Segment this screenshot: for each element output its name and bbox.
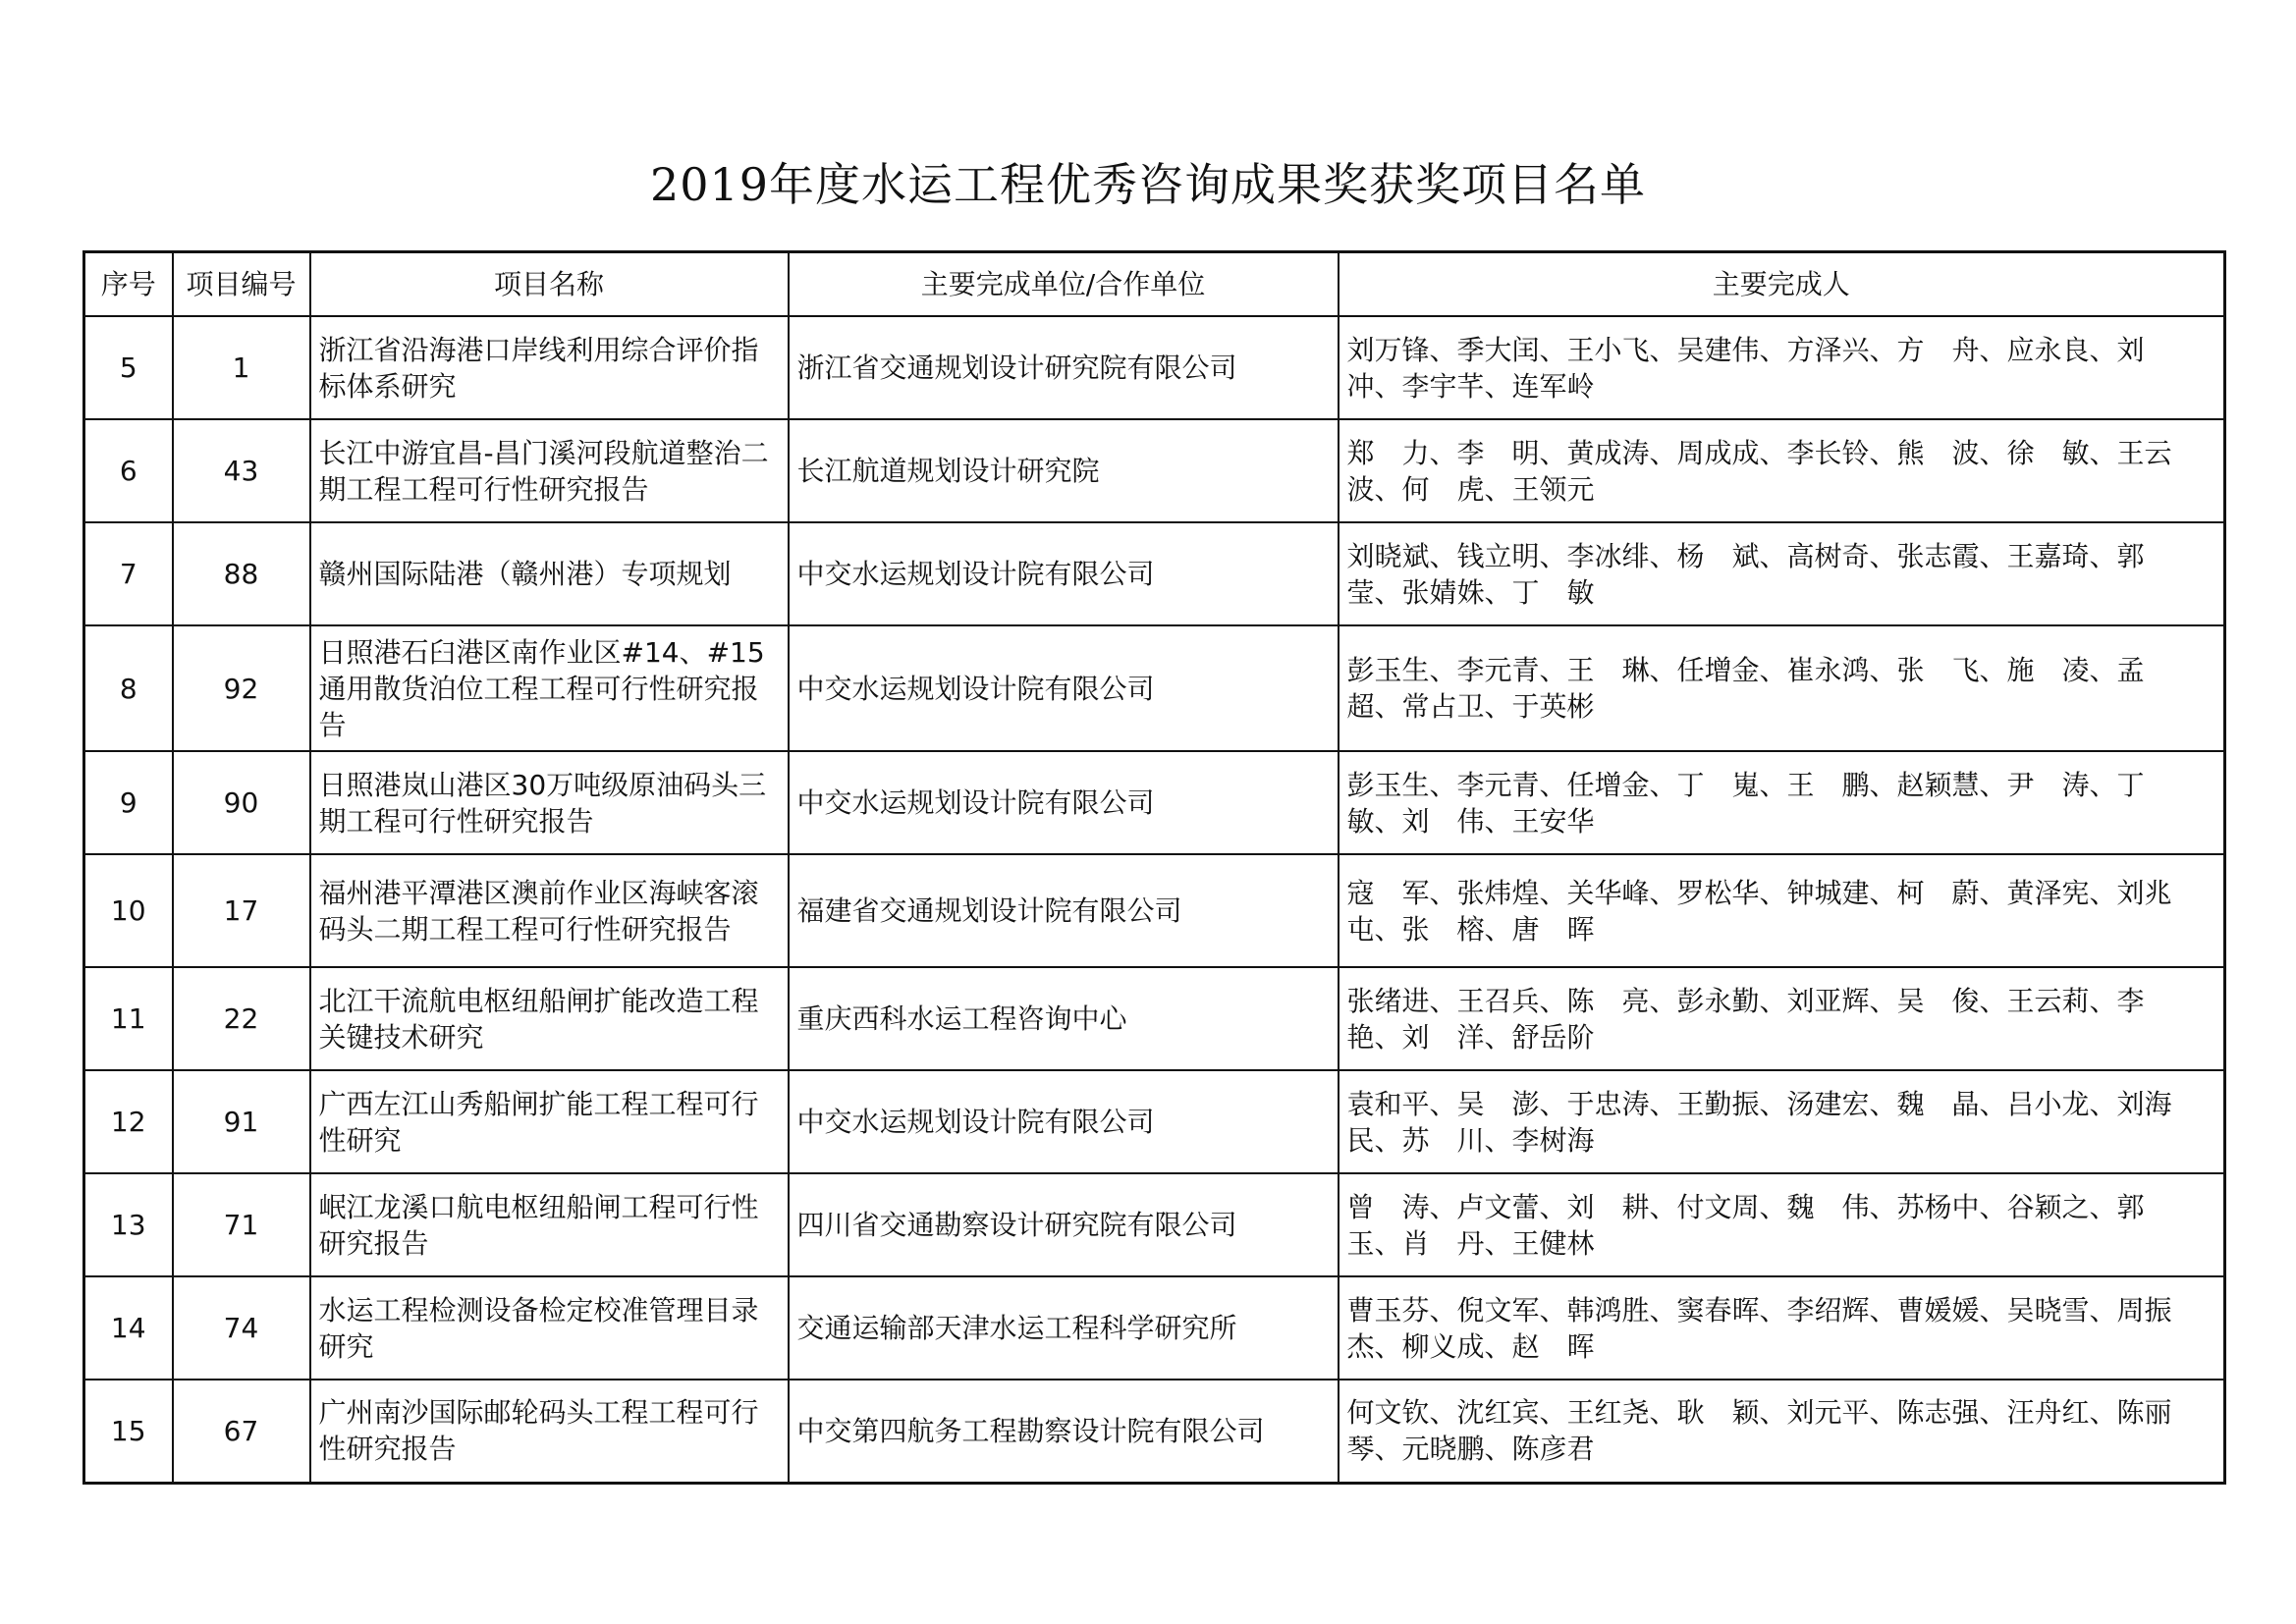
- cell-code: 74: [173, 1276, 310, 1380]
- cell-unit: 四川省交通勘察设计研究院有限公司: [789, 1173, 1339, 1276]
- cell-project-name: 长江中游宜昌-昌门溪河段航道整治二期工程工程可行性研究报告: [310, 419, 789, 522]
- cell-seq: 13: [84, 1173, 173, 1276]
- cell-people: 彭玉生、李元青、任增金、丁 嵬、王 鹏、赵颖慧、尹 涛、丁 敏、刘 伟、王安华: [1339, 751, 2225, 854]
- cell-code: 90: [173, 751, 310, 854]
- cell-people: 寇 军、张炜煌、关华峰、罗松华、钟城建、柯 蔚、黄泽宪、刘兆屯、张 榕、唐 晖: [1339, 854, 2225, 967]
- document-title: 2019年度水运工程优秀咨询成果奖获奖项目名单: [649, 158, 1647, 211]
- header-people: 主要完成人: [1339, 252, 2225, 317]
- cell-project-name: 日照港石臼港区南作业区#14、#15通用散货泊位工程工程可行性研究报告: [310, 625, 789, 751]
- cell-unit: 中交水运规划设计院有限公司: [789, 1070, 1339, 1173]
- cell-unit: 浙江省交通规划设计研究院有限公司: [789, 316, 1339, 419]
- cell-people: 何文钦、沈红宾、王红尧、耿 颖、刘元平、陈志强、汪舟红、陈丽琴、元晓鹏、陈彦君: [1339, 1380, 2225, 1483]
- cell-code: 88: [173, 522, 310, 625]
- table-row: [84, 625, 2225, 751]
- cell-code: 1: [173, 316, 310, 419]
- cell-seq: 14: [84, 1276, 173, 1380]
- cell-code: 22: [173, 967, 310, 1070]
- table-row: [84, 1070, 2225, 1173]
- cell-project-name: 北江干流航电枢纽船闸扩能改造工程关键技术研究: [310, 967, 789, 1070]
- table-row: [84, 1276, 2225, 1380]
- cell-unit: 长江航道规划设计研究院: [789, 419, 1339, 522]
- cell-project-name: 日照港岚山港区30万吨级原油码头三期工程可行性研究报告: [310, 751, 789, 854]
- cell-people: 袁和平、吴 澎、于忠涛、王勤振、汤建宏、魏 晶、吕小龙、刘海民、苏 川、李树海: [1339, 1070, 2225, 1173]
- table-row: [84, 419, 2225, 522]
- cell-code: 17: [173, 854, 310, 967]
- table-header-row: [84, 252, 2225, 317]
- cell-seq: 15: [84, 1380, 173, 1483]
- table-row: [84, 522, 2225, 625]
- cell-seq: 11: [84, 967, 173, 1070]
- cell-people: 刘晓斌、钱立明、李冰绯、杨 斌、高树奇、张志霞、王嘉琦、郭 莹、张婧姝、丁 敏: [1339, 522, 2225, 625]
- cell-people: 曹玉芬、倪文军、韩鸿胜、窦春晖、李绍辉、曹媛媛、吴晓雪、周振杰、柳义成、赵 晖: [1339, 1276, 2225, 1380]
- cell-seq: 9: [84, 751, 173, 854]
- cell-seq: 5: [84, 316, 173, 419]
- cell-unit: 中交水运规划设计院有限公司: [789, 522, 1339, 625]
- cell-unit: 中交水运规划设计院有限公司: [789, 751, 1339, 854]
- cell-seq: 10: [84, 854, 173, 967]
- cell-project-name: 水运工程检测设备检定校准管理目录研究: [310, 1276, 789, 1380]
- table-row: [84, 316, 2225, 419]
- cell-people: 郑 力、李 明、黄成涛、周成成、李长铃、熊 波、徐 敏、王云波、何 虎、王领元: [1339, 419, 2225, 522]
- cell-people: 彭玉生、李元青、王 琳、任增金、崔永鸿、张 飞、施 凌、孟 超、常占卫、于英彬: [1339, 625, 2225, 751]
- cell-project-name: 广西左江山秀船闸扩能工程工程可行性研究: [310, 1070, 789, 1173]
- cell-code: 92: [173, 625, 310, 751]
- cell-unit: 交通运输部天津水运工程科学研究所: [789, 1276, 1339, 1380]
- header-code: 项目编号: [173, 252, 310, 317]
- cell-unit: 福建省交通规划设计院有限公司: [789, 854, 1339, 967]
- cell-people: 刘万锋、季大闰、王小飞、吴建伟、方泽兴、方 舟、应永良、刘 冲、李宇芊、连军岭: [1339, 316, 2225, 419]
- awards-table: [82, 250, 2226, 1485]
- table-row: [84, 751, 2225, 854]
- cell-seq: 7: [84, 522, 173, 625]
- cell-seq: 12: [84, 1070, 173, 1173]
- cell-people: 张绪进、王召兵、陈 亮、彭永勤、刘亚辉、吴 俊、王云莉、李 艳、刘 洋、舒岳阶: [1339, 967, 2225, 1070]
- cell-project-name: 浙江省沿海港口岸线利用综合评价指标体系研究: [310, 316, 789, 419]
- header-unit: 主要完成单位/合作单位: [789, 252, 1339, 317]
- cell-project-name: 岷江龙溪口航电枢纽船闸工程可行性研究报告: [310, 1173, 789, 1276]
- cell-seq: 8: [84, 625, 173, 751]
- table-row: [84, 854, 2225, 967]
- cell-seq: 6: [84, 419, 173, 522]
- cell-project-name: 广州南沙国际邮轮码头工程工程可行性研究报告: [310, 1380, 789, 1483]
- cell-code: 91: [173, 1070, 310, 1173]
- cell-code: 71: [173, 1173, 310, 1276]
- header-name: 项目名称: [310, 252, 789, 317]
- cell-people: 曾 涛、卢文蕾、刘 耕、付文周、魏 伟、苏杨中、谷颖之、郭 玉、肖 丹、王健林: [1339, 1173, 2225, 1276]
- table-row: [84, 967, 2225, 1070]
- cell-unit: 重庆西科水运工程咨询中心: [789, 967, 1339, 1070]
- table-row: [84, 1380, 2225, 1483]
- cell-project-name: 福州港平潭港区澳前作业区海峡客滚码头二期工程工程可行性研究报告: [310, 854, 789, 967]
- table-body: [84, 316, 2225, 1483]
- cell-unit: 中交第四航务工程勘察设计院有限公司: [789, 1380, 1339, 1483]
- header-seq: 序号: [84, 252, 173, 317]
- cell-project-name: 赣州国际陆港（赣州港）专项规划: [310, 522, 789, 625]
- cell-code: 43: [173, 419, 310, 522]
- cell-unit: 中交水运规划设计院有限公司: [789, 625, 1339, 751]
- cell-code: 67: [173, 1380, 310, 1483]
- table-row: [84, 1173, 2225, 1276]
